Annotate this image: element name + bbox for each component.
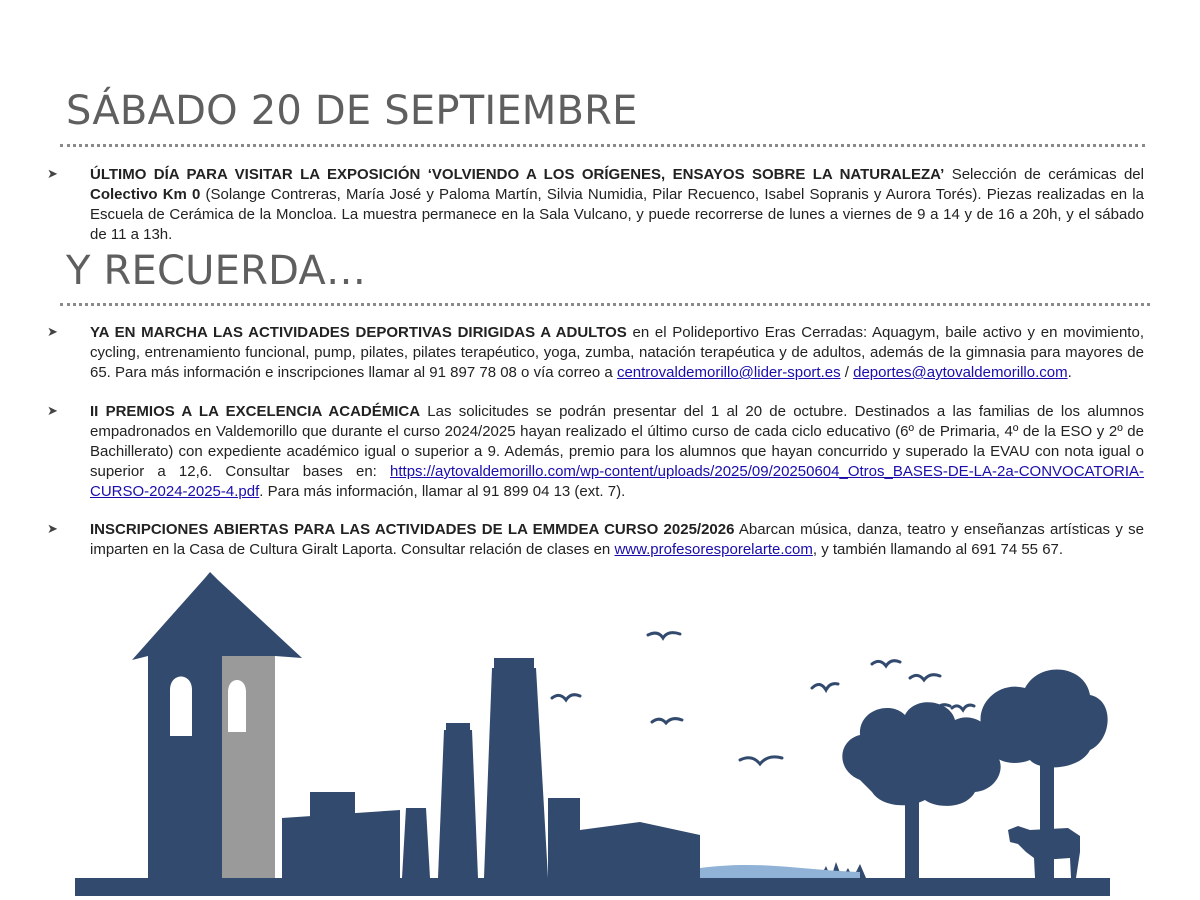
dotted-divider (60, 144, 1145, 147)
bird-icon (652, 719, 682, 723)
bird-icon (952, 705, 974, 710)
item-title: YA EN MARCHA LAS ACTIVIDADES DEPORTIVAS DIRIGIDAS A ADULTOS (90, 324, 627, 341)
church-tower-window (228, 680, 246, 732)
item-title: II PREMIOS A LA EXCELENCIA ACADÉMICA (90, 403, 421, 420)
bullet-arrow-icon: ➤ (47, 167, 58, 182)
profesores-link[interactable]: www.profesoresporelarte.com (614, 541, 813, 558)
bases-pdf-link[interactable]: https://aytovaldemorillo.com/wp-content/uploads/2025/09/20250604_Otros_BASES-DE-LA-2a-CONVOCATORIA-CURSO-2024-2025-4.pdf (90, 463, 1144, 500)
chimney-small (402, 808, 430, 878)
factory-building (310, 792, 355, 818)
factory-building (548, 798, 580, 878)
item-text: . Para más información, llamar al 91 899 04 13 (ext. 7). (259, 483, 626, 500)
bullet-arrow-icon: ➤ (47, 325, 58, 340)
chimney-tall (484, 668, 548, 878)
bird-icon (740, 757, 782, 764)
factory-building (282, 810, 400, 878)
church-tower-window (170, 677, 192, 737)
item-text: en el Polideportivo Eras Cerradas: Aquagym, baile activo y en movimiento, cycling, entrenamiento funcional, pump, pilates, pilates terapéutico, yoga, zumba, natación terapéutica y de adultos, además de la gimnasia para mayores de 65. Para más información e inscripciones llamar al 91 897 78 08 o vía correo a (90, 324, 1144, 381)
item-premios-excelencia (90, 402, 1144, 502)
item-title: INSCRIPCIONES ABIERTAS PARA LAS ACTIVIDADES DE LA EMMDEA CURSO 2025/2026 (90, 521, 735, 538)
bullet-arrow-icon: ➤ (47, 404, 58, 419)
item-title: ÚLTIMO DÍA PARA VISITAR LA EXPOSICIÓN ‘VOLVIENDO A LOS ORÍGENES, ENSAYOS SOBRE LA NATURALEZA’ (90, 166, 945, 183)
dotted-divider (60, 303, 1150, 306)
chimney-medium (438, 730, 478, 878)
valdemorillo-skyline-illustration (0, 560, 1200, 900)
item-text: Abarcan música, danza, teatro y enseñanzas artísticas y se imparten en la Casa de Cultura Giralt Laporta. Consultar relación de clases en (90, 521, 1145, 558)
bird-icon (648, 633, 680, 638)
church-tower (132, 572, 302, 878)
bullet-arrow-icon: ➤ (47, 522, 58, 537)
ground-strip (75, 878, 1110, 896)
item-bold: Colectivo Km 0 (90, 186, 201, 203)
item-actividades-deportivas (90, 323, 1144, 383)
heading-recuerda: Y RECUERDA… (66, 248, 367, 294)
item-text: Las solicitudes se podrán presentar del 1 al 20 de octubre. Destinados a las familias de los alumnos empadronados en Valdemorillo que durante el curso 2024/2025 hayan realizado el último curso de cada ciclo educativo (6º de Primaria, 4º de la ESO y 2º de Bachillerato) con expediente académico igual o superior a 9. Además, premio para los alumnos que hayan concurrido y superado la EVAU con nota igual o superior a 12,6. Consultar bases en: (90, 403, 1144, 480)
item-text: Selección de cerámicas del (944, 166, 1144, 183)
item-text: (Solange Contreras, María José y Paloma Martín, Silvia Numidia, Pilar Recuenco, Isabel Sopranis y Aurora Torés). Piezas realizadas en la Escuela de Cerámica de la Moncloa. La muestra permanece en la Sala Vulcano, y puede recorrerse de lunes a viernes de 9 a 14 y de 16 a 20h, y el sábado de 11 a 13h. (90, 186, 1144, 243)
bird-icon (872, 661, 900, 666)
email-link-lider-sport[interactable]: centrovaldemorillo@lider-sport.es (616, 364, 841, 381)
item-text: , y también llamando al 691 74 55 67. (812, 541, 1064, 558)
item-text: . (1067, 364, 1072, 381)
chimney-medium-cap (446, 723, 470, 732)
heading-sabado: SÁBADO 20 DE SEPTIEMBRE (66, 88, 638, 134)
chimney-tall-cap (494, 658, 534, 670)
tree-large (842, 702, 1000, 806)
item-text: / (840, 364, 854, 381)
tree-right (981, 670, 1108, 768)
bird-icon (812, 684, 838, 690)
item-exposicion (90, 165, 1144, 245)
bird-icon (552, 695, 580, 700)
bird-icon (910, 675, 940, 680)
item-inscripciones-emmdea (90, 520, 1144, 560)
email-link-deportes[interactable]: deportes@aytovaldemorillo.com (853, 364, 1068, 381)
